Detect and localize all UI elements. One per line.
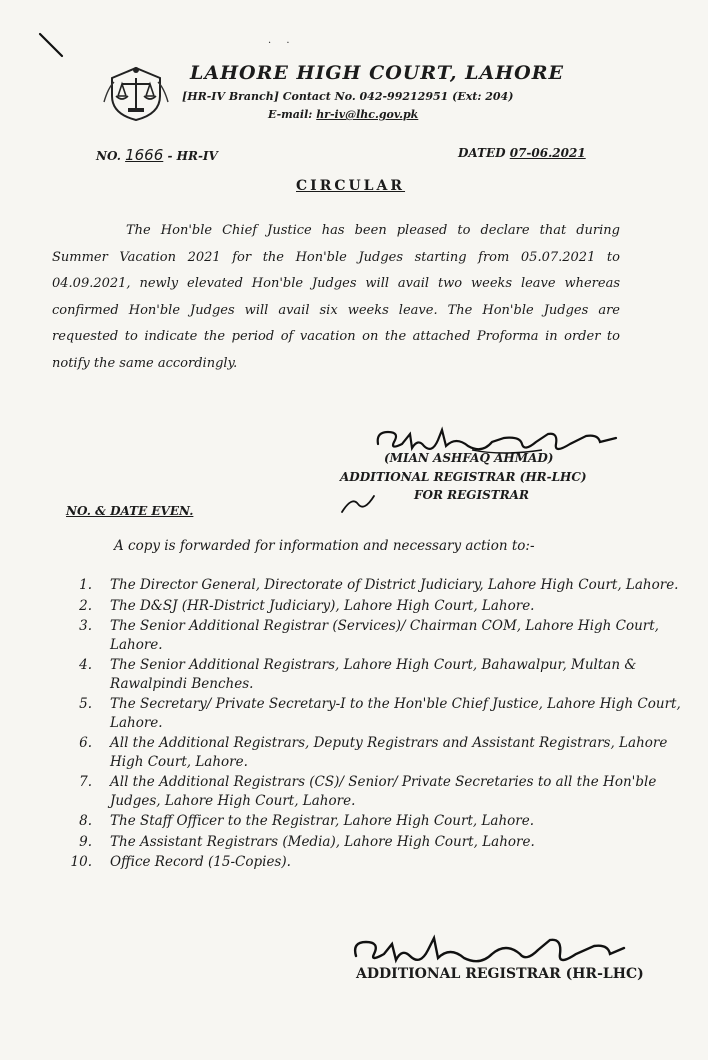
list-item-number: 2. — [79, 597, 92, 614]
email-address: hr-iv@lhc.gov.pk — [316, 108, 419, 121]
copy-forward-line: A copy is forwarded for information and necessary action to:- — [114, 538, 535, 554]
list-item-number: 9. — [79, 833, 92, 850]
scan-dots: · · — [268, 38, 296, 49]
list-item-number: 8. — [79, 813, 92, 829]
list-item-text: The Assistant Registrars (Media), Lahore High Court, Lahore. — [110, 833, 535, 850]
list-item — [52, 812, 692, 831]
list-item — [52, 617, 692, 654]
signatory-title: ADDITIONAL REGISTRAR (HR-LHC) — [340, 470, 587, 484]
for-registrar: FOR REGISTRAR — [414, 488, 529, 502]
email-label: E-mail: — [268, 108, 313, 121]
list-item-text: The Senior Additional Registrars, Lahore High Court, Bahawalpur, Multan & Rawalpindi Benches. — [110, 657, 637, 692]
list-item — [52, 576, 692, 595]
contact-line: [HR-IV Branch] Contact No. 042-99212951 (Ext: 204) — [182, 90, 514, 103]
reference-number — [96, 146, 218, 164]
list-item-number: 1. — [79, 577, 92, 593]
list-item-number: 10. — [70, 854, 92, 870]
ref-no-prefix: NO. — [96, 149, 121, 163]
list-item — [52, 853, 692, 872]
initials-mark — [338, 490, 378, 516]
dated-label: DATED — [458, 146, 506, 160]
dated-line — [458, 146, 586, 160]
list-item — [52, 695, 692, 732]
ref-no-handwritten: 1666 — [125, 146, 164, 164]
list-item — [52, 734, 692, 771]
dated-value: 07-06.2021 — [509, 146, 586, 160]
list-item — [52, 833, 692, 852]
list-item-text: All the Additional Registrars (CS)/ Senior/ Private Secretaries to all the Hon'ble Judges, Lahore High Court, Lahore. — [110, 774, 657, 809]
list-item-text: The Senior Additional Registrar (Services)/ Chairman COM, Lahore High Court, Lahore. — [110, 618, 659, 653]
final-signatory-title: ADDITIONAL REGISTRAR (HR-LHC) — [356, 966, 644, 982]
no-date-even: NO. & DATE EVEN. — [66, 504, 194, 518]
list-item-number: 5. — [79, 696, 92, 712]
list-item-text: The Staff Officer to the Registrar, Lahore High Court, Lahore. — [110, 813, 535, 829]
pen-slash-mark — [36, 30, 70, 64]
list-item-number: 7. — [79, 774, 92, 790]
list-item-text: All the Additional Registrars, Deputy Registrars and Assistant Registrars, Lahore High Court, Lahore. — [110, 735, 668, 770]
email-line — [268, 108, 418, 121]
court-name: LAHORE HIGH COURT, LAHORE — [190, 62, 564, 84]
distribution-list — [52, 576, 692, 874]
list-item-text: The Director General, Directorate of District Judiciary, Lahore High Court, Lahore. — [110, 577, 679, 593]
list-item — [52, 597, 692, 616]
circular-heading: CIRCULAR — [296, 178, 406, 194]
list-item-text: The Secretary/ Private Secretary-I to the Hon'ble Chief Justice, Lahore High Court, Lahore. — [110, 696, 681, 731]
list-item-text: Office Record (15-Copies). — [110, 854, 291, 870]
list-item-number: 4. — [79, 657, 92, 673]
list-item — [52, 656, 692, 693]
list-item-text: The D&SJ (HR-District Judiciary), Lahore High Court, Lahore. — [110, 597, 535, 614]
court-emblem-icon — [100, 62, 172, 124]
list-item-number: 6. — [79, 735, 92, 751]
list-item — [52, 773, 692, 810]
circular-body: The Hon'ble Chief Justice has been pleased to declare that during Summer Vacation 2021 for the Hon'ble Judges starting from 05.07.2021 to 04.09.2021, newly elevated Hon'ble Judges will avail two weeks leave whereas confirmed Hon'ble Judges will avail six weeks leave. The Hon'ble Judges are requested to indicate the period of vacation on the attached Proforma in order to notify the same accordingly. — [52, 223, 620, 371]
list-item-number: 3. — [79, 618, 92, 634]
ref-no-suffix: - HR-IV — [167, 149, 218, 163]
signatory-name: (MIAN ASHFAQ AHMAD) — [384, 451, 554, 465]
